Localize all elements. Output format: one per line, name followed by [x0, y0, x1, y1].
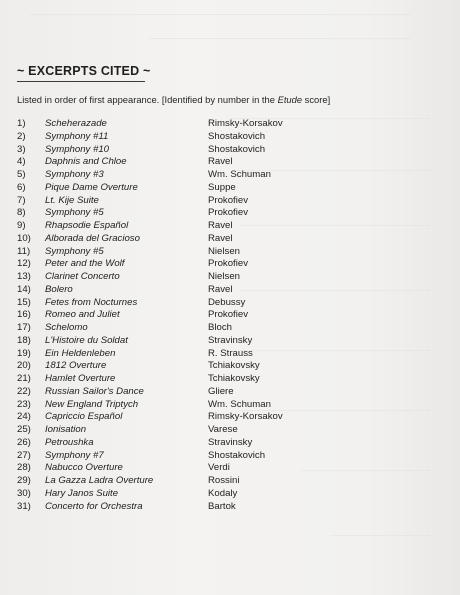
excerpt-composer: Bartok — [208, 500, 236, 512]
excerpt-composer: Tchiakovsky — [208, 360, 260, 372]
excerpt-number: 30) — [17, 487, 31, 499]
excerpt-number: 29) — [17, 475, 31, 486]
excerpt-number: 20) — [17, 360, 31, 372]
excerpt-composer: Rimsky-Korsakov — [208, 118, 283, 129]
excerpt-work-title: Nabucco Overture — [45, 462, 123, 474]
list-item — [17, 169, 317, 182]
list-item — [17, 271, 317, 284]
excerpt-composer: Ravel — [208, 232, 233, 244]
excerpt-number: 10) — [17, 232, 31, 244]
bleed-through-line — [330, 535, 430, 536]
intro-text-end: score] — [302, 94, 331, 105]
excerpt-composer: Ravel — [208, 283, 233, 295]
excerpt-work-title: Scheherazade — [45, 118, 107, 129]
list-item — [17, 386, 317, 399]
excerpt-work-title: Symphony #5 — [45, 245, 104, 257]
excerpt-work-title: Concerto for Orchestra — [45, 500, 143, 512]
excerpt-work-title: Symphony #5 — [45, 207, 104, 219]
list-item — [17, 233, 317, 246]
excerpt-work-title: Alborada del Gracioso — [45, 232, 140, 244]
excerpt-work-title: Hary Janos Suite — [45, 487, 119, 499]
excerpt-composer: Nielsen — [208, 245, 240, 257]
excerpt-work-title: L'Histoire du Soldat — [45, 334, 128, 346]
list-item — [17, 297, 317, 310]
list-item — [17, 335, 317, 348]
excerpt-number: 9) — [17, 220, 26, 231]
excerpt-number: 31) — [17, 500, 31, 512]
excerpt-work-title: Ein Heldenleben — [45, 347, 116, 359]
list-item — [17, 220, 317, 233]
excerpt-composer: Prokofiev — [208, 194, 248, 206]
excerpt-composer: Rimsky-Korsakov — [208, 411, 283, 423]
excerpt-number: 6) — [17, 181, 26, 193]
excerpt-work-title: Symphony #11 — [45, 130, 109, 142]
intro-text: Listed in order of first appearance. [Identified by number in the — [17, 94, 278, 105]
excerpt-work-title: Lt. Kije Suite — [45, 194, 99, 206]
list-item — [17, 144, 317, 157]
list-item — [17, 246, 317, 259]
list-item — [17, 437, 317, 450]
excerpt-composer: Shostakovich — [208, 143, 266, 155]
excerpt-number: 14) — [17, 283, 31, 295]
excerpt-composer: Gliere — [208, 385, 234, 397]
excerpt-number: 28) — [17, 462, 31, 474]
list-item — [17, 309, 317, 322]
excerpt-composer: Stravinsky — [208, 334, 253, 346]
list-item — [17, 373, 317, 386]
list-item — [17, 399, 317, 412]
list-item — [17, 360, 317, 373]
excerpts-cited-heading: ~ EXCERPTS CITED ~ — [17, 64, 151, 78]
excerpt-work-title: 1812 Overture — [45, 360, 107, 372]
list-item — [17, 322, 317, 335]
excerpt-number: 4) — [17, 156, 26, 168]
excerpt-work-title: Romeo and Juliet — [45, 309, 120, 321]
excerpt-work-title: Petroushka — [45, 436, 94, 448]
excerpt-composer: Prokofiev — [208, 207, 248, 219]
excerpt-number: 15) — [17, 296, 31, 308]
excerpt-number: 8) — [17, 207, 26, 219]
list-item — [17, 424, 317, 437]
excerpt-number: 13) — [17, 271, 31, 282]
list-item — [17, 118, 317, 131]
excerpt-number: 1) — [17, 118, 26, 129]
excerpt-list — [17, 118, 317, 513]
excerpt-composer: Kodaly — [208, 487, 238, 499]
excerpt-composer: R. Strauss — [208, 347, 253, 359]
excerpt-composer: Bloch — [208, 322, 232, 333]
list-item — [17, 131, 317, 144]
excerpt-composer: Prokofiev — [208, 309, 248, 321]
excerpt-composer: Prokofiev — [208, 258, 248, 270]
excerpt-number: 23) — [17, 398, 31, 410]
list-intro — [17, 94, 330, 105]
excerpt-work-title: Fetes from Nocturnes — [45, 296, 138, 308]
excerpt-number: 22) — [17, 385, 31, 397]
excerpt-number: 16) — [17, 309, 31, 321]
list-item — [17, 207, 317, 220]
excerpt-work-title: Ionisation — [45, 424, 87, 435]
list-item — [17, 182, 317, 195]
excerpt-composer: Stravinsky — [208, 436, 253, 448]
list-item — [17, 348, 317, 361]
excerpt-work-title: New England Triptych — [45, 398, 139, 410]
excerpt-number: 5) — [17, 169, 26, 180]
excerpt-composer: Shostakovich — [208, 449, 266, 461]
excerpt-work-title: Symphony #7 — [45, 449, 104, 461]
excerpt-composer: Rossini — [208, 475, 240, 486]
excerpt-number: 7) — [17, 194, 26, 206]
list-item — [17, 411, 317, 424]
excerpt-work-title: Bolero — [45, 283, 73, 295]
excerpt-work-title: Rhapsodie Español — [45, 220, 129, 231]
heading-underline — [17, 81, 145, 82]
excerpt-composer: Suppe — [208, 181, 236, 193]
list-item — [17, 156, 317, 169]
excerpt-work-title: Capriccio Español — [45, 411, 123, 423]
excerpt-composer: Varese — [208, 424, 238, 435]
list-item — [17, 462, 317, 475]
list-item — [17, 284, 317, 297]
excerpt-number: 11) — [17, 245, 31, 257]
intro-etude: Etude — [277, 94, 303, 105]
list-item — [17, 195, 317, 208]
excerpt-work-title: La Gazza Ladra Overture — [45, 475, 154, 486]
excerpt-number: 3) — [17, 143, 26, 155]
excerpt-composer: Verdi — [208, 462, 230, 474]
excerpt-number: 19) — [17, 347, 31, 359]
excerpt-composer: Shostakovich — [208, 130, 266, 142]
list-item — [17, 501, 317, 514]
excerpt-work-title: Schelomo — [45, 322, 88, 333]
excerpt-number: 12) — [17, 258, 31, 270]
excerpt-composer: Wm. Schuman — [208, 398, 271, 410]
excerpt-composer: Debussy — [208, 296, 246, 308]
bleed-through-line — [300, 470, 430, 471]
list-item — [17, 488, 317, 501]
excerpt-number: 2) — [17, 130, 26, 142]
excerpt-composer: Nielsen — [208, 271, 240, 282]
excerpt-work-title: Daphnis and Chloe — [45, 156, 127, 168]
excerpt-number: 27) — [17, 449, 31, 461]
list-item — [17, 258, 317, 271]
excerpt-composer: Ravel — [208, 220, 233, 231]
excerpt-number: 24) — [17, 411, 31, 423]
excerpt-composer: Tchiakovsky — [208, 373, 260, 384]
list-item — [17, 450, 317, 463]
excerpt-work-title: Russian Sailor's Dance — [45, 385, 144, 397]
excerpt-number: 25) — [17, 424, 31, 435]
bleed-through-line — [30, 14, 410, 15]
excerpt-work-title: Pique Dame Overture — [45, 181, 138, 193]
excerpt-work-title: Clarinet Concerto — [45, 271, 120, 282]
bleed-through-line — [150, 38, 410, 39]
excerpt-composer: Ravel — [208, 156, 233, 168]
excerpt-work-title: Hamlet Overture — [45, 373, 116, 384]
excerpt-work-title: Symphony #3 — [45, 169, 104, 180]
excerpt-work-title: Symphony #10 — [45, 143, 109, 155]
list-item — [17, 475, 317, 488]
excerpt-number: 18) — [17, 334, 31, 346]
excerpt-number: 26) — [17, 436, 31, 448]
excerpt-number: 21) — [17, 373, 31, 384]
excerpt-work-title: Peter and the Wolf — [45, 258, 125, 270]
excerpt-composer: Wm. Schuman — [208, 169, 271, 180]
excerpt-number: 17) — [17, 322, 31, 333]
